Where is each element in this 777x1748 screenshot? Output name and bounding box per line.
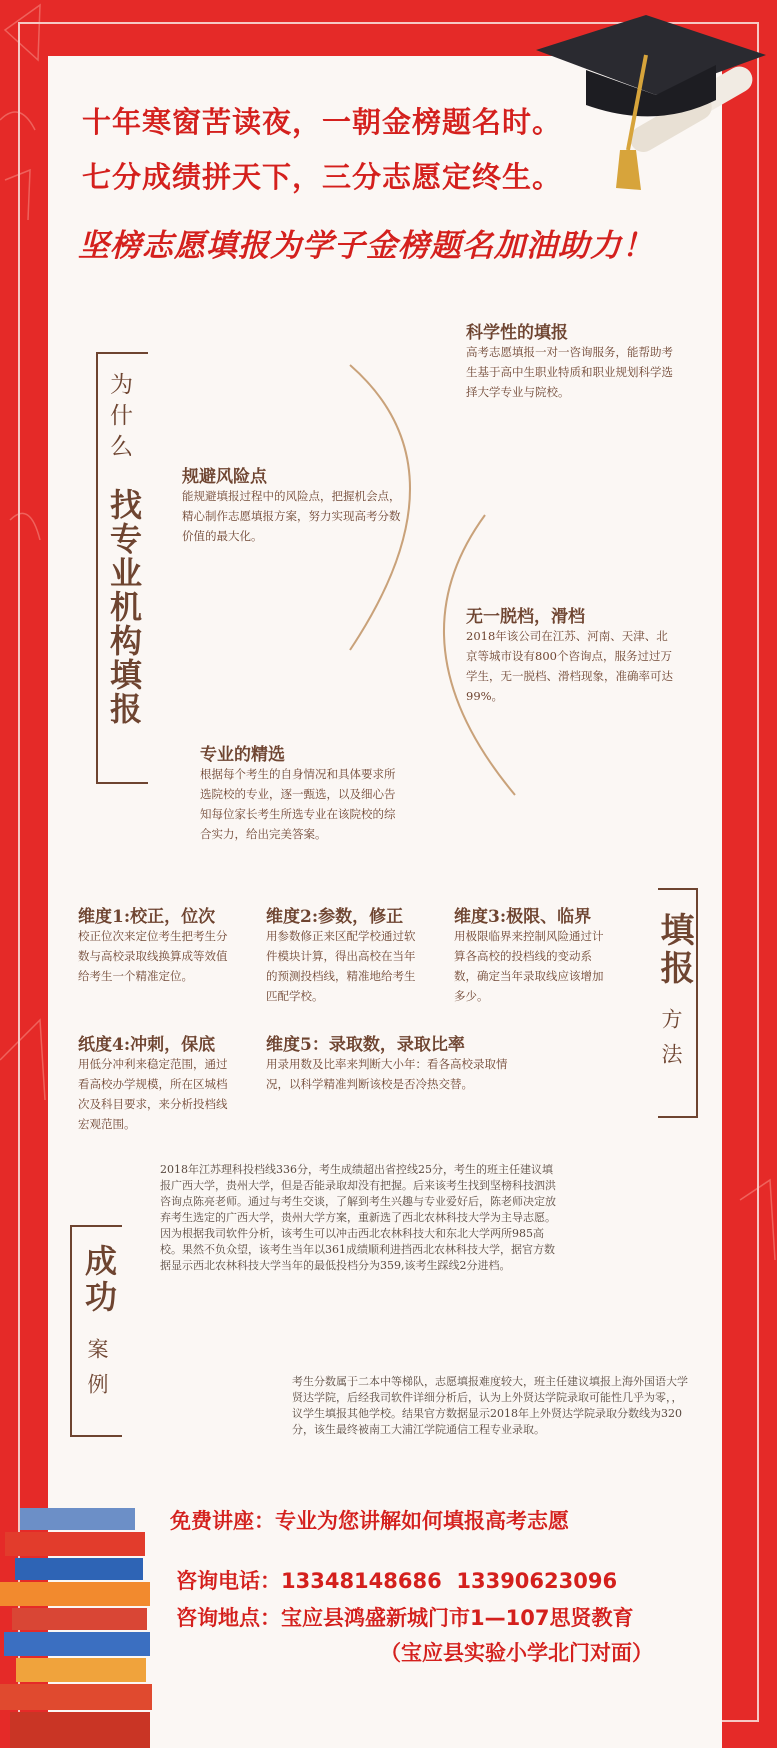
free-lecture-text: 免费讲座：专业为您讲解如何填报高考志愿 (170, 1509, 569, 1533)
dimension-body: 用录用数及比率来判断大小年：看各高校录取情况，以科学精准判断该校是否冷热交替。 (266, 1057, 508, 1091)
why-item-body: 根据每个考生的自身情况和具体要求所选院校的专业，逐一甄选，以及细心告知每位家长考生所选专业在该院校的综合实力，给出完美答案。 (200, 767, 396, 841)
headline-line-2: 七分成绩拼天下，三分志愿定终生。 (82, 160, 563, 194)
method-title-emph: 填报 (654, 912, 694, 988)
why-item-title: 科学性的填报 (466, 323, 568, 343)
dimension-title: 纸度4:冲刺，保底 (78, 1035, 216, 1055)
phone-label: 咨询电话： (176, 1569, 281, 1593)
why-title-emph: 找专业机构填报 (105, 488, 143, 726)
dimension-title: 维度3:极限、临界 (454, 907, 592, 927)
address-row (176, 1602, 633, 1632)
case-1-text: 2018年江苏理科投档线336分，考生成绩超出省控线25分，考生的班主任建议填报广西大学，贵州大学，但是否能录取却没有把握。后来该考生找到坚榜科技泗洪咨询点陈亮老师。通过与考生交谈，了解到考生兴趣与专业爱好后，陈老师决定放弃考生选定的广西大学，贵州大学方案，重新选了西北农林科技大学为主导志愿。因为根据我司软件分析，该考生可以冲击西北农林科技大和东北大学两所985高校。果然不负众望，该考生当年以361成绩顺利进挡西北农林科技大学，据官方数据显示西北农林科技大学当年的最低投档分为359,该考生踩线2分进档。 (160, 1163, 556, 1272)
phone-row (176, 1565, 617, 1595)
dimension-body: 用低分冲利来稳定范围，通过看高校办学规模，所在区城档次及科目要求，来分析投档线宏观范围。 (78, 1057, 228, 1131)
headline-line-1: 十年寒窗苦读夜，一朝金榜题名时。 (82, 105, 563, 139)
why-item-body: 2018年该公司在江苏、河南、天津、北京等城市设有800个咨询点，服务过过万学生，无一脱档、滑档现象，准确率可达99%。 (466, 629, 673, 703)
dimension-title: 维度5：录取数，录取比率 (266, 1035, 465, 1055)
address-label: 咨询地点： (176, 1606, 281, 1630)
why-item-title: 规避风险点 (182, 467, 267, 487)
address-text: 宝应县鸿盛新城门市1—107思贤教育 (281, 1606, 634, 1630)
phone-numbers[interactable]: 13348148686 13390623096 (281, 1569, 618, 1593)
dimension-body: 用参数修正来区配学校通过软件模块计算，得出高校在当年的预测投档线，精准地给考生匹配学校。 (266, 929, 416, 1003)
case-title-emph: 成功 (80, 1244, 118, 1316)
dimension-title: 维度1:校正，位次 (78, 907, 216, 927)
case-title-rest: 案例 (85, 1338, 109, 1408)
dimension-title: 维度2:参数，修正 (266, 907, 404, 927)
dimension-body: 用极限临界来控制风险通过计算各高校的投档线的变动系数，确定当年录取线应该增加多少。 (454, 929, 604, 1003)
why-item-title: 无一脱档，滑档 (466, 607, 585, 627)
why-title-main: 为什么 (106, 372, 132, 465)
why-item-body: 高考志愿填报一对一咨询服务，能帮助考生基于高中生职业特质和职业规划科学选择大学专业与院校。 (466, 345, 673, 399)
why-item-body: 能规避填报过程中的风险点，把握机会点，精心制作志愿填报方案，努力实现高考分数价值的最大化。 (182, 489, 401, 543)
slogan: 坚榜志愿填报为学子金榜题名加油助力！ (78, 228, 654, 264)
case-2-text: 考生分数属于二本中等梯队，志愿填报难度较大，班主任建议填报上海外国语大学贤达学院，后经我司软件详细分析后，认为上外贤达学院录取可能性几乎为零，，议学生填报其他学校。结果官方数据显示2018年上外贤达学院录取分数线为320分，该生最终被南工大浦江学院通信工程专业录取。 (292, 1375, 688, 1436)
method-title-rest: 方法 (659, 1008, 683, 1078)
address-note: （宝应县实验小学北门对面） (380, 1641, 653, 1665)
why-item-title: 专业的精选 (200, 745, 285, 765)
dimension-body: 校正位次来定位考生把考生分数与高校录取线换算成等效值给考生一个精准定位。 (78, 929, 228, 983)
